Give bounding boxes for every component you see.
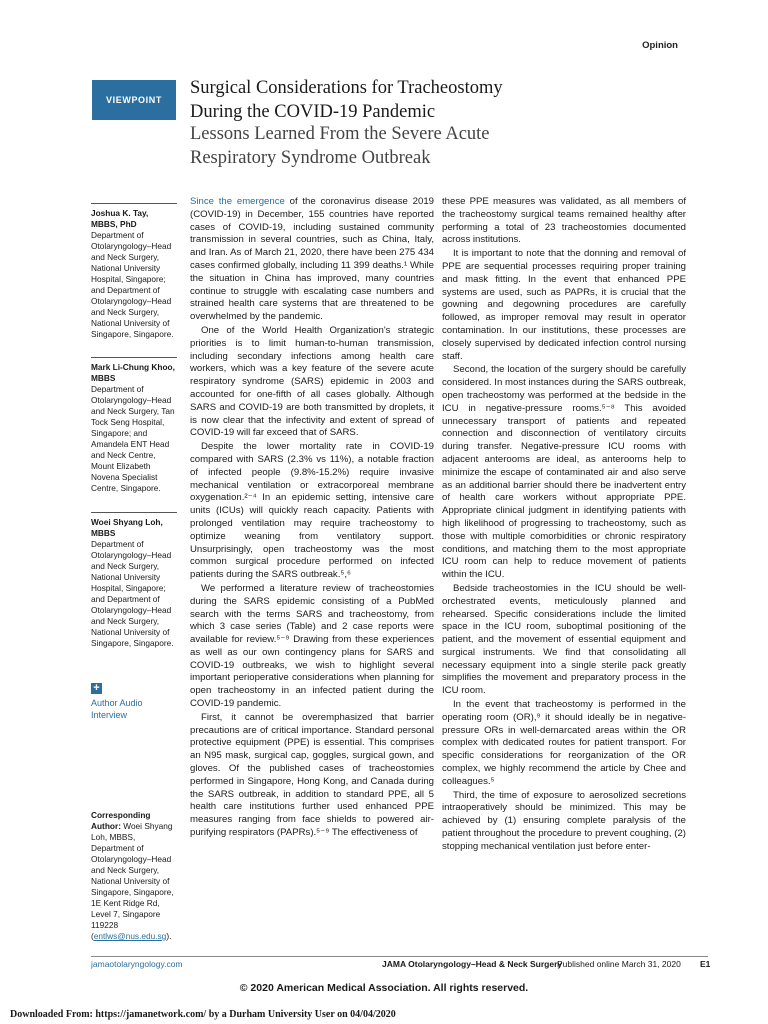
author-affiliation: Department of Otolaryngology–Head and Neck Surgery, Tan Tock Seng Hospital, Singapore; and Amandela ENT Head and Neck Centre, Mount Elizabeth Novena Specialist Centre, Singapore.: [91, 384, 175, 493]
paragraph: First, it cannot be overemphasized that barrier precautions are of critical importance. Standard personal protective equipment (PPE) is essential. This comprises an N95 mask, surgical cap, goggles, surgical gown, and gloves. Of the published cases of tracheostomies performed in Singapore, Hong Kong, and Canada during the SARS outbreak, in addition to standard PPE, all 5 health care institutions further used enhanced PPE measures ranging from face shields to powered air-purifying respirators (PAPRs).⁵⁻⁹ The effectiveness of: [190, 711, 434, 839]
paragraph: Since the emergence of the coronavirus disease 2019 (COVID-19) in December, 155 countries have reported cases of COVID-19, including sustained community transmission in several countries, such as China, Italy, and Iran. As of March 21, 2020, there have been 275 434 cases confirmed globally, including 11 399 deaths.¹ While the situation in China has improved, many countries continue to struggle with escalating case numbers and strained health care systems that are threatened to be overwhelmed by the pandemic.: [190, 196, 434, 323]
author-1: [91, 203, 177, 340]
article-title: Surgical Considerations for Tracheostomy During the COVID-19 Pandemic: [190, 78, 503, 122]
corresponding-close: ).: [166, 931, 172, 941]
paragraph: In the event that tracheostomy is performed in the operating room (OR),⁹ it should ideally be in negative-pressure ORs in well-demarcated areas within the OR complex with dedicated routes for patient transport. For specific considerations for reorganization of the OR complex, we highly recommend the article by Chee and colleagues.⁵: [442, 699, 686, 787]
article-subtitle: Lessons Learned From the Severe Acute Respiratory Syndrome Outbreak: [190, 124, 490, 168]
author-name: Woei Shyang Loh, MBBS: [91, 517, 163, 538]
journal-name: JAMA Otolaryngology–Head & Neck Surgery: [382, 959, 563, 969]
paragraph: Bedside tracheostomies in the ICU should be well-orchestrated events, meticulously planned and rehearsed. Specific considerations include the limited space in the ICU room, suboptimal positioning of the patient, and the movement of essential equipment and surgical instruments. We find that consolidating all necessary equipment into a single sterile pack greatly simplifies the movement and preparatory process in the ICU room.: [442, 582, 686, 697]
email-link[interactable]: entlws@nus.edu.sg: [93, 931, 167, 941]
body-column-2: [442, 196, 686, 854]
corresponding-author: [91, 810, 177, 942]
author-audio-link[interactable]: Author Audio Interview: [91, 698, 143, 720]
section-label: Opinion: [642, 40, 678, 51]
paragraph: We performed a literature review of tracheostomies during the SARS epidemic consisting of a PubMed search with the terms SARS and tracheostomy, from which 3 case series (Table) and 2 case reports were available for review.⁵⁻⁹ Drawing from these experiences as well as our own contingency plans for SARS and COVID-19 outbreaks, we wish to highlight several important perioperative considerations when planning for open tracheostomy in an infected patient during the COVID-19 pandemic.: [190, 582, 434, 710]
footer-divider: [91, 956, 708, 957]
body-column-1: [190, 196, 434, 840]
page-number: E1: [700, 959, 711, 969]
author-affiliation: Department of Otolaryngology–Head and Neck Surgery, National University Hospital, Singapore; and Department of Otolaryngology–Head and Neck Surgery, National University of Singapore, Singapore.: [91, 230, 174, 339]
journal-website-link[interactable]: jamaotolaryngology.com: [91, 959, 183, 969]
copyright-notice: © 2020 American Medical Association. All rights reserved.: [239, 982, 529, 994]
paragraph: Second, the location of the surgery should be carefully considered. In most instances during the SARS outbreak, open tracheostomy was performed at the bedside in the ICU in negative-pressure rooms.⁵⁻⁸ This avoided unnecessary transport of patients and repeated connection and disconnection of ventilatory circuits during transfer. Negative-pressure ICU rooms with adjacent anterooms are ideal, as anterooms help to minimize the escape of contaminated air and also serve as an additional barrier should there be inadvertent entry of health care workers without appropriate PPE. Appropriate clinical judgment in identifying patients with high likelihood of progressing to tracheostomy, such as those with multiple comorbidities or chronic respiratory conditions, and matching them to the most appropriate ICU room can help to reduce movement of patients within the ICU.: [442, 364, 686, 581]
lead-in: Since the emergence: [190, 196, 285, 207]
author-name: Joshua K. Tay, MBBS, PhD: [91, 208, 149, 229]
download-notice: Downloaded From: https://jamanetwork.com/ by a Durham University User on 04/04/2020: [10, 1009, 396, 1020]
author-3: [91, 512, 177, 649]
paragraph: Third, the time of exposure to aerosolized secretions intraoperatively should be minimized. This may be achieved by (1) ensuring complete paralysis of the patient throughout the procedure to prevent coughing, (2) stopping mechanical ventilation just before enter-: [442, 789, 686, 852]
paragraph: One of the World Health Organization's strategic priorities is to limit human-to-human transmission, including secondary infections among health care workers, which was a key feature of the severe acute respiratory syndrome (SARS) epidemic in 2003 and accounted for one-fifth of all cases globally. Although SARS and COVID-19 are both transmitted by droplets, it is now clear that the infectivity and extent of spread of COVID-19 will far exceed that of SARS.: [190, 324, 434, 439]
paragraph: these PPE measures was validated, as all members of the tracheostomy surgical teams remained healthy after performing a total of 23 tracheostomies documented across institutions.: [442, 196, 686, 246]
author-affiliation: Department of Otolaryngology–Head and Neck Surgery, National University Hospital, Singapore; and Department of Otolaryngology–Head and Neck Surgery, National University of Singapore, Singapore.: [91, 539, 174, 648]
plus-icon[interactable]: +: [91, 683, 102, 694]
author-2: [91, 357, 177, 494]
corresponding-label: Corresponding Author:: [91, 810, 151, 831]
paragraph: Despite the lower mortality rate in COVID-19 compared with SARS (2.3% vs 11%), a notable fraction of infected people (9.8%-15.2%) require invasive mechanical ventilation or extracorporeal membrane oxygenation.²⁻⁴ In an epidemic setting, intensive care units (ICUs) will quickly reach capacity. Patients with prolonged ventilation may require tracheostomy to optimize weaning from ventilatory support. Unsurprisingly, open tracheostomy was the most common surgical procedure performed on infected patients during the SARS outbreak.⁵,⁶: [190, 441, 434, 581]
paragraph: It is important to note that the donning and removal of PPE are sequential processes requiring proper training and mask fitting. In the event that enhanced PPE systems are used, such as PAPRs, it is crucial that the gowning and degowning procedures are carefully followed, as improper removal may result in operator contamination. In our institutions, these processes are closely supervised by dedicated infection control nursing staff.: [442, 248, 686, 362]
author-name: Mark Li-Chung Khoo, MBBS: [91, 362, 175, 383]
publish-date: Published online March 31, 2020: [557, 959, 681, 969]
viewpoint-badge: VIEWPOINT: [92, 80, 176, 120]
corresponding-text: Woei Shyang Loh, MBBS, Department of Otolaryngology–Head and Neck Surgery, National University of Singapore, Singapore, 1E Kent Ridge Rd, Level 7, Singapore 119228 (: [91, 821, 174, 941]
